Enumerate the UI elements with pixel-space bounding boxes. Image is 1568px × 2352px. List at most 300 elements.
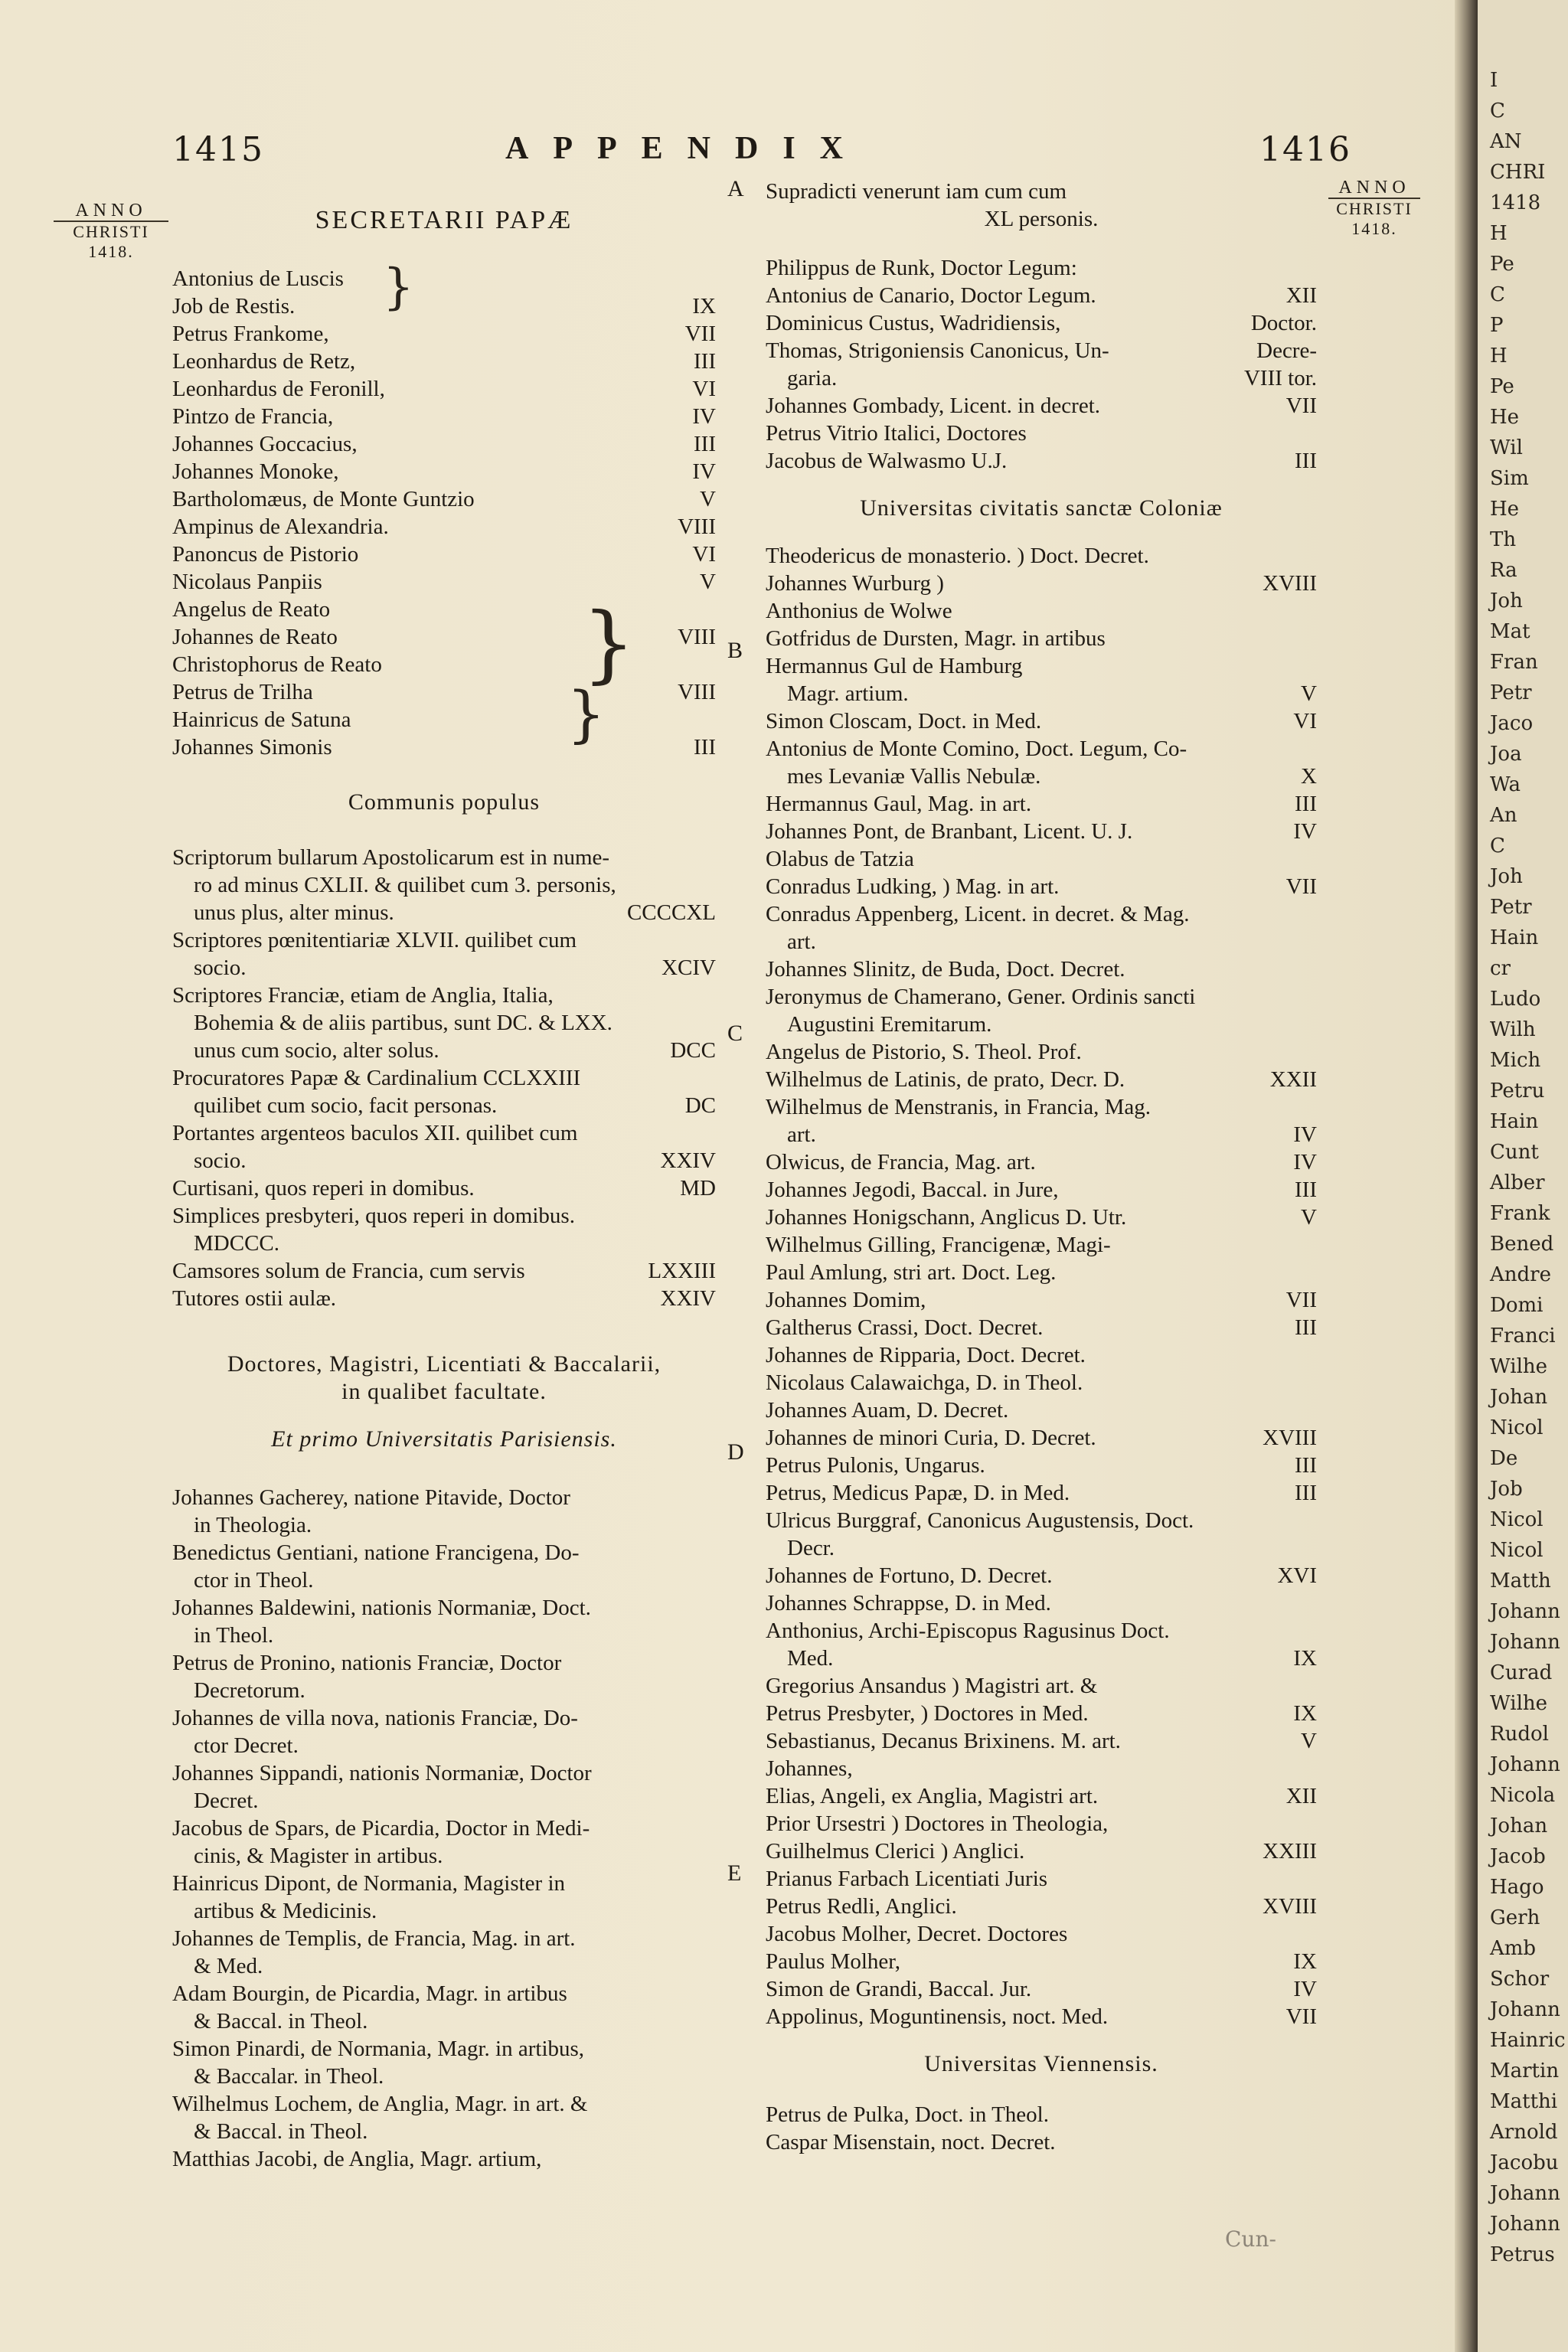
catchword: Cun-	[1225, 2226, 1276, 2252]
communis-entry-count: DC	[684, 1093, 716, 1118]
secretary-entry-count: VIII	[678, 625, 716, 649]
secretary-entry-count: III	[694, 735, 716, 760]
secretary-entry-text: Angelus de Reato	[172, 597, 331, 622]
colonia-entry-text: Johannes Jegodi, Baccal. in Jure,	[766, 1178, 1059, 1202]
paris-entry	[172, 1594, 716, 1622]
paris-entry-text: ctor Decret.	[194, 1733, 299, 1758]
italian-entry	[766, 337, 1317, 364]
paris-entry	[172, 1511, 716, 1539]
colonia-entry	[766, 1672, 1317, 1700]
colonia-entry	[766, 1121, 1317, 1148]
colonia-entry	[766, 900, 1317, 928]
paris-entry	[172, 1842, 716, 1870]
paris-entry	[172, 1815, 716, 1842]
colonia-entry-text: Guilhelmus Clerici ) Anglici.	[766, 1839, 1025, 1864]
communis-entry	[172, 982, 716, 1009]
italian-entry-count: Doctor.	[1250, 311, 1317, 335]
paris-entry	[172, 1925, 716, 1952]
paris-entry-text: Johannes de Templis, de Francia, Mag. in art.	[172, 1926, 576, 1951]
paris-entry-text: Johannes Sippandi, nationis Normaniæ, Doctor	[172, 1761, 592, 1785]
italian-entry-count: VII	[1285, 394, 1317, 418]
paris-entry-text: Benedictus Gentiani, natione Francigena, Do-	[172, 1540, 580, 1565]
colonia-entry	[766, 1893, 1317, 1920]
secretary-entry-text: Johannes Monoke,	[172, 459, 339, 484]
colonia-entry	[766, 790, 1317, 818]
colonia-entry	[766, 1755, 1317, 1782]
next-page-fragment: Ludo	[1490, 988, 1541, 1011]
paris-entry	[172, 2118, 716, 2145]
brace-icon: }	[567, 678, 606, 750]
vienna-entry-text: Caspar Misenstain, noct. Decret.	[766, 2130, 1056, 2154]
colonia-entry-text: Med.	[787, 1646, 834, 1671]
colonia-entry-text: Hermannus Gul de Hamburg	[766, 654, 1023, 678]
next-page-fragment: Cunt	[1490, 1141, 1539, 1164]
paris-entry	[172, 1980, 716, 2007]
secretary-entry-count: IX	[692, 294, 716, 318]
colonia-entry	[766, 1507, 1317, 1534]
secretary-entry-text: Johannes de Reato	[172, 625, 338, 649]
communis-entry-count: XXIV	[660, 1286, 716, 1311]
next-page-fragment: Joa	[1490, 743, 1522, 766]
secretary-entry	[172, 485, 716, 513]
communis-entry	[172, 1037, 716, 1064]
paris-entry	[172, 1677, 716, 1704]
next-page-fragment: Wilh	[1490, 1018, 1536, 1041]
next-page-fragment: Jacob	[1490, 1845, 1546, 1868]
paris-entry	[172, 1704, 716, 1732]
colonia-entry-text: Johannes,	[766, 1756, 853, 1781]
colonia-entry-text: Simon Closcam, Doct. in Med.	[766, 709, 1042, 733]
heading-paris: Et primo Universitatis Parisiensis.	[271, 1426, 617, 1452]
next-page-fragment: Joh	[1490, 590, 1523, 612]
secretary-entry-count: VI	[692, 377, 716, 401]
next-page-fragment: C	[1490, 100, 1505, 122]
communis-entry	[172, 1064, 716, 1092]
communis-entry-count: XXIV	[660, 1148, 716, 1173]
colonia-entry-text: Simon de Grandi, Baccal. Jur.	[766, 1977, 1032, 2001]
communis-entry-text: Camsores solum de Francia, cum servis	[172, 1259, 525, 1283]
communis-entry-text: Scriptores Franciæ, etiam de Anglia, Italia,	[172, 983, 554, 1008]
next-page-fragment: CHRI	[1490, 161, 1546, 184]
colonia-entry-count: V	[1301, 1729, 1317, 1753]
secretary-entry-text: Johannes Goccacius,	[172, 432, 358, 456]
next-page-fragment: Mat	[1490, 620, 1530, 643]
colonia-entry-count: III	[1295, 1453, 1317, 1478]
colonia-entry-count: VII	[1285, 1288, 1317, 1312]
margin-note-left: ANNO CHRISTI 1418.	[54, 201, 168, 262]
next-page-fragment: I	[1490, 69, 1498, 92]
colonia-entry-count: IX	[1293, 1701, 1317, 1726]
next-page-fragment: C	[1490, 283, 1505, 306]
communis-entry	[172, 1119, 716, 1147]
paris-entry-text: Adam Bourgin, de Picardia, Magr. in artibus	[172, 1981, 567, 2006]
next-page-fragment: cr	[1490, 957, 1511, 980]
secretary-entry-text: Christophorus de Reato	[172, 652, 382, 677]
communis-entry	[172, 1009, 716, 1037]
next-page-fragment: An	[1490, 804, 1517, 827]
italian-entry-text: Petrus Vitrio Italici, Doctores	[766, 421, 1027, 446]
secretary-entry-text: Bartholomæus, de Monte Guntzio	[172, 487, 475, 511]
colonia-entry-count: XXIII	[1263, 1839, 1317, 1864]
paris-entry	[172, 1622, 716, 1649]
left-column	[172, 206, 716, 2173]
colonia-entry-text: art.	[787, 1122, 816, 1147]
brace-icon: }	[582, 594, 635, 692]
paris-entry-text: Jacobus de Spars, de Picardia, Doctor in Medi-	[172, 1816, 590, 1841]
colonia-entry-text: Paulus Molher,	[766, 1949, 901, 1974]
next-page-fragment: Sim	[1490, 467, 1529, 490]
next-page-fragment: Petr	[1490, 681, 1532, 704]
italian-entry-count: XII	[1285, 283, 1317, 308]
vienna-list	[766, 2101, 1317, 2156]
colonia-entry-count: IV	[1293, 819, 1317, 844]
colonia-entry-text: Johannes Wurburg )	[766, 571, 944, 596]
colonia-entry	[766, 763, 1317, 790]
paris-entry-text: & Baccal. in Theol.	[194, 2009, 368, 2034]
colonia-entry-text: Wilhelmus de Latinis, de prato, Decr. D.	[766, 1067, 1125, 1092]
next-page-fragment: Johann	[1490, 1631, 1560, 1654]
colonia-entry-text: Elias, Angeli, ex Anglia, Magistri art.	[766, 1784, 1099, 1808]
colonia-entry	[766, 542, 1317, 570]
margin-note-right: ANNO CHRISTI 1418.	[1328, 178, 1420, 239]
colonia-entry	[766, 1975, 1317, 2003]
colonia-entry	[766, 1727, 1317, 1755]
colonia-entry-count: III	[1295, 1315, 1317, 1340]
colonia-entry	[766, 707, 1317, 735]
colonia-entry-count: IX	[1293, 1949, 1317, 1974]
colonia-entry	[766, 1341, 1317, 1369]
vienna-entry-text: Petrus de Pulka, Doct. in Theol.	[766, 2102, 1049, 2127]
colonia-entry	[766, 956, 1317, 983]
vienna-entry	[766, 2128, 1317, 2156]
colonia-entry-count: V	[1301, 681, 1317, 706]
paris-entry	[172, 2090, 716, 2118]
communis-entry-count: MD	[680, 1176, 716, 1200]
next-page-fragment: Th	[1490, 528, 1517, 551]
paris-list	[172, 1484, 716, 2173]
secretary-entry	[172, 541, 716, 568]
next-page-fragment: Johann	[1490, 1753, 1560, 1776]
communis-entry	[172, 871, 716, 899]
section-letter-e: E	[727, 1860, 742, 1886]
communis-entry	[172, 1202, 716, 1230]
paris-entry	[172, 2035, 716, 2063]
colonia-entry	[766, 1204, 1317, 1231]
italian-entry	[766, 392, 1317, 420]
communis-entry	[172, 954, 716, 982]
colonia-entry	[766, 1617, 1317, 1645]
next-page-fragment: Mich	[1490, 1049, 1541, 1072]
paris-entry-text: Decret.	[194, 1788, 259, 1813]
secretary-entry-text: Job de Restis.	[172, 294, 296, 318]
communis-entry	[172, 1147, 716, 1174]
section-letter-d: D	[727, 1439, 744, 1465]
colonia-entry-count: III	[1295, 1481, 1317, 1505]
paris-entry	[172, 1649, 716, 1677]
colonia-entry	[766, 1700, 1317, 1727]
paris-entry-text: & Med.	[194, 1954, 263, 1978]
communis-entry-text: Scriptorum bullarum Apostolicarum est in nume-	[172, 845, 610, 870]
colonia-entry	[766, 625, 1317, 652]
next-page-fragment: Petru	[1490, 1080, 1545, 1102]
right-top-line	[766, 205, 1317, 233]
next-page-fragment: Petr	[1490, 896, 1532, 919]
heading-doctores: Doctores, Magistri, Licentiati & Baccalarii, in qualibet facultate.	[227, 1351, 662, 1404]
next-page-fragment: Hainric	[1490, 2029, 1566, 2052]
secretary-entry-text: Johannes Simonis	[172, 735, 332, 760]
paris-entry-text: Johannes Gacherey, natione Pitavide, Doctor	[172, 1485, 570, 1510]
running-title: APPENDIX	[505, 131, 867, 166]
colonia-entry-text: Jacobus Molher, Decret. Doctores	[766, 1922, 1068, 1946]
italian-doctors-list	[766, 254, 1317, 475]
next-page-fragment: Jacobu	[1490, 2151, 1559, 2174]
secretary-entry-text: Nicolaus Panpiis	[172, 570, 322, 594]
next-page-fragment: Hain	[1490, 1110, 1539, 1133]
colonia-entry	[766, 1176, 1317, 1204]
colonia-entry	[766, 1645, 1317, 1672]
right-top-line-text: XL personis.	[984, 207, 1099, 231]
colonia-entry-count: IV	[1293, 1122, 1317, 1147]
next-page-fragment: AN	[1490, 130, 1522, 153]
paris-entry	[172, 2063, 716, 2090]
paris-entry	[172, 2145, 716, 2173]
next-page-fragment: Job	[1490, 1478, 1523, 1501]
section-letter-a: A	[727, 176, 744, 201]
colonia-entry	[766, 1920, 1317, 1948]
communis-entry-text: unus plus, alter minus.	[194, 900, 394, 925]
secretary-entry	[172, 458, 716, 485]
colonia-entry-count: VI	[1293, 709, 1317, 733]
heading-secretarii: SECRETARII PAPÆ	[315, 206, 573, 234]
colonia-entry-count: VII	[1285, 874, 1317, 899]
paris-entry	[172, 1484, 716, 1511]
italian-entry-text: garia.	[787, 366, 838, 390]
colonia-entry-text: Petrus, Medicus Papæ, D. in Med.	[766, 1481, 1070, 1505]
colonia-entry-count: IX	[1293, 1646, 1317, 1671]
colonia-entry	[766, 1093, 1317, 1121]
next-page-fragment: Matth	[1490, 1570, 1551, 1592]
colonia-entry-text: Petrus Pulonis, Ungarus.	[766, 1453, 985, 1478]
colonia-entry-text: Magr. artium.	[787, 681, 909, 706]
next-page-fragment: Wilhe	[1490, 1692, 1548, 1715]
heading-colonia: Universitas civitatis sanctæ Coloniæ	[860, 495, 1223, 521]
colonia-entry-text: Anthonius, Archi-Episcopus Ragusinus Doct.	[766, 1619, 1170, 1643]
colonia-entry	[766, 1562, 1317, 1589]
colonia-entry-text: mes Levaniæ Vallis Nebulæ.	[787, 764, 1041, 789]
colonia-list	[766, 542, 1317, 2030]
colonia-entry	[766, 1259, 1317, 1286]
next-page-fragment: Franci	[1490, 1325, 1556, 1348]
next-page-fragment: Johann	[1490, 2213, 1560, 2236]
secretary-entry	[172, 513, 716, 541]
colonia-entry-text: Conradus Ludking, ) Mag. in art.	[766, 874, 1060, 899]
next-page-fragment: Hago	[1490, 1876, 1544, 1899]
section-letter-c: C	[727, 1021, 743, 1046]
colonia-entry	[766, 1011, 1317, 1038]
communis-entry-text: Curtisani, quos reperi in domibus.	[172, 1176, 475, 1200]
colonia-entry-text: Decr.	[787, 1536, 835, 1560]
colonia-entry-text: Galtherus Crassi, Doct. Decret.	[766, 1315, 1044, 1340]
italian-entry	[766, 447, 1317, 475]
secretary-entry-count: V	[700, 570, 716, 594]
paris-entry-text: Hainricus Dipont, de Normania, Magister in	[172, 1871, 566, 1896]
communis-entry	[172, 899, 716, 926]
colonia-entry-text: Johannes de Fortuno, D. Decret.	[766, 1563, 1053, 1588]
communis-entry	[172, 926, 716, 954]
next-page-fragment: De	[1490, 1447, 1518, 1470]
italian-entry	[766, 364, 1317, 392]
communis-entry-text: Scriptores pœnitentiariæ XLVII. quilibet cum	[172, 928, 577, 952]
next-page-edge	[1478, 0, 1568, 2352]
communis-entry-text: unus cum socio, alter solus.	[194, 1038, 439, 1063]
secretary-entry-count: IV	[692, 459, 716, 484]
colonia-entry-count: III	[1295, 792, 1317, 816]
colonia-entry	[766, 983, 1317, 1011]
colonia-entry-text: Wilhelmus Gilling, Francigenæ, Magi-	[766, 1233, 1111, 1257]
colonia-entry	[766, 1865, 1317, 1893]
communis-entry-text: Portantes argenteos baculos XII. quilibet cum	[172, 1121, 578, 1145]
italian-entry-text: Antonius de Canario, Doctor Legum.	[766, 283, 1096, 308]
next-page-fragment: Wilhe	[1490, 1355, 1548, 1378]
paris-entry-text: cinis, & Magister in artibus.	[194, 1844, 443, 1868]
colonia-entry	[766, 1369, 1317, 1396]
paris-entry-text: & Baccalar. in Theol.	[194, 2064, 384, 2089]
colonia-entry	[766, 1810, 1317, 1838]
secretary-entry-text: Pintzo de Francia,	[172, 404, 334, 429]
secretary-entry-text: Antonius de Luscis	[172, 266, 344, 291]
paris-entry	[172, 1539, 716, 1566]
paris-entry-text: Matthias Jacobi, de Anglia, Magr. artium,	[172, 2147, 542, 2171]
italian-entry	[766, 420, 1317, 447]
secretary-entry-text: Leonhardus de Feronill,	[172, 377, 385, 401]
communis-entry	[172, 1285, 716, 1312]
colonia-entry-text: Johannes de Ripparia, Doct. Decret.	[766, 1343, 1086, 1367]
secretary-entry-text: Panoncus de Pistorio	[172, 542, 359, 567]
communis-entry-text: Tutores ostii aulæ.	[172, 1286, 337, 1311]
colonia-entry-text: Olabus de Tatzia	[766, 847, 914, 871]
communis-entry	[172, 1092, 716, 1119]
next-page-fragment: Pe	[1490, 253, 1514, 276]
paris-entry	[172, 1870, 716, 1897]
colonia-entry	[766, 1534, 1317, 1562]
secretary-entry-count: IV	[692, 404, 716, 429]
italian-entry-text: Jacobus de Walwasmo U.J.	[766, 449, 1008, 473]
next-page-fragment: Andre	[1490, 1263, 1551, 1286]
colonia-entry-text: Nicolaus Calawaichga, D. in Theol.	[766, 1370, 1083, 1395]
colonia-entry-text: Johannes Pont, de Branbant, Licent. U. J.	[766, 819, 1133, 844]
colonia-entry	[766, 1589, 1317, 1617]
right-column	[766, 178, 1317, 2156]
next-page-fragment: Nicol	[1490, 1416, 1544, 1439]
secretary-entry	[172, 320, 716, 348]
right-top-line	[766, 178, 1317, 205]
communis-entry-text: ro ad minus CXLII. & quilibet cum 3. personis,	[194, 873, 616, 897]
next-page-fragment: Martin	[1490, 2060, 1560, 2082]
communis-entry	[172, 1257, 716, 1285]
colonia-entry-text: Appolinus, Moguntinensis, noct. Med.	[766, 2004, 1109, 2029]
colonia-entry-count: V	[1301, 1205, 1317, 1230]
communis-entry-count: CCCCXL	[626, 900, 716, 925]
next-page-fragment: H	[1490, 345, 1508, 368]
secretary-entry	[172, 430, 716, 458]
secretary-entry	[172, 733, 716, 761]
colonia-entry	[766, 680, 1317, 707]
colonia-entry	[766, 1148, 1317, 1176]
communis-entry-count: DCC	[670, 1038, 716, 1063]
colonia-entry-text: Gregorius Ansandus ) Magistri art. &	[766, 1674, 1098, 1698]
next-page-fragment: Arnold	[1490, 2121, 1558, 2144]
secretary-entry-count: III	[694, 349, 716, 374]
next-page-fragment: Rudol	[1490, 1723, 1549, 1746]
colonia-entry	[766, 735, 1317, 763]
colonia-entry-text: Olwicus, de Francia, Mag. art.	[766, 1150, 1036, 1174]
secretary-entry-count: V	[700, 487, 716, 511]
next-page-fragment: Joh	[1490, 865, 1523, 888]
next-page-fragment: C	[1490, 835, 1505, 858]
colonia-entry-count: IV	[1293, 1977, 1317, 2001]
colonia-entry-text: Antonius de Monte Comino, Doct. Legum, Co-	[766, 737, 1187, 761]
next-page-fragment: He	[1490, 406, 1520, 429]
secretary-entry-text: Petrus Frankome,	[172, 322, 329, 346]
next-page-fragment: Gerh	[1490, 1906, 1540, 1929]
communis-entry	[172, 1174, 716, 1202]
next-page-fragment: Nicol	[1490, 1539, 1544, 1562]
colonia-entry	[766, 1066, 1317, 1093]
colonia-entry	[766, 1286, 1317, 1314]
colonia-entry	[766, 1396, 1317, 1424]
colonia-entry-count: XVIII	[1263, 1894, 1317, 1919]
communis-entry-count: LXXIII	[648, 1259, 716, 1283]
communis-entry-text: Simplices presbyteri, quos reperi in domibus.	[172, 1204, 575, 1228]
secretary-entry	[172, 348, 716, 375]
paris-entry-text: Wilhelmus Lochem, de Anglia, Magr. in art. &	[172, 2092, 588, 2116]
next-page-fragment: Domi	[1490, 1294, 1544, 1317]
colonia-entry	[766, 570, 1317, 597]
next-page-fragment: He	[1490, 498, 1520, 521]
colonia-entry-count: XVIII	[1263, 571, 1317, 596]
vienna-entry	[766, 2101, 1317, 2128]
colonia-entry-count: IV	[1293, 1150, 1317, 1174]
next-page-fragment: P	[1490, 314, 1504, 337]
colonia-entry-count: XII	[1285, 1784, 1317, 1808]
next-page-fragment: Frank	[1490, 1202, 1550, 1225]
communis-entry-text: socio.	[194, 956, 247, 980]
colonia-entry-text: Augustini Eremitarum.	[787, 1012, 992, 1037]
colonia-entry-text: Angelus de Pistorio, S. Theol. Prof.	[766, 1040, 1082, 1064]
italian-entry-text: Dominicus Custus, Wadridiensis,	[766, 311, 1061, 335]
book-gutter	[1455, 0, 1478, 2352]
heading-communis: Communis populus	[348, 789, 541, 815]
colonia-entry-text: art.	[787, 929, 816, 954]
colonia-entry-text: Jeronymus de Chamerano, Gener. Ordinis sancti	[766, 985, 1196, 1009]
colonia-entry-text: Ulricus Burggraf, Canonicus Augustensis, Doct.	[766, 1508, 1194, 1533]
next-page-fragment: H	[1490, 222, 1508, 245]
heading-vienna: Universitas Viennensis.	[924, 2051, 1158, 2076]
colonia-entry-text: Prianus Farbach Licentiati Juris	[766, 1867, 1048, 1891]
italian-entry-count: Decre-	[1256, 338, 1317, 363]
colonia-entry	[766, 1948, 1317, 1975]
colonia-entry-text: Petrus Redli, Anglici.	[766, 1894, 957, 1919]
communis-entry	[172, 844, 716, 871]
secretary-entry-text: Petrus de Trilha	[172, 680, 313, 704]
section-letter-b: B	[727, 638, 743, 663]
secretary-entry	[172, 706, 716, 733]
colonia-entry	[766, 1452, 1317, 1479]
colonia-entry-text: Sebastianus, Decanus Brixinens. M. art.	[766, 1729, 1121, 1753]
colonia-entry-text: Johannes de minori Curia, D. Decret.	[766, 1426, 1096, 1450]
paris-entry-text: in Theologia.	[194, 1513, 312, 1537]
colonia-entry	[766, 1314, 1317, 1341]
